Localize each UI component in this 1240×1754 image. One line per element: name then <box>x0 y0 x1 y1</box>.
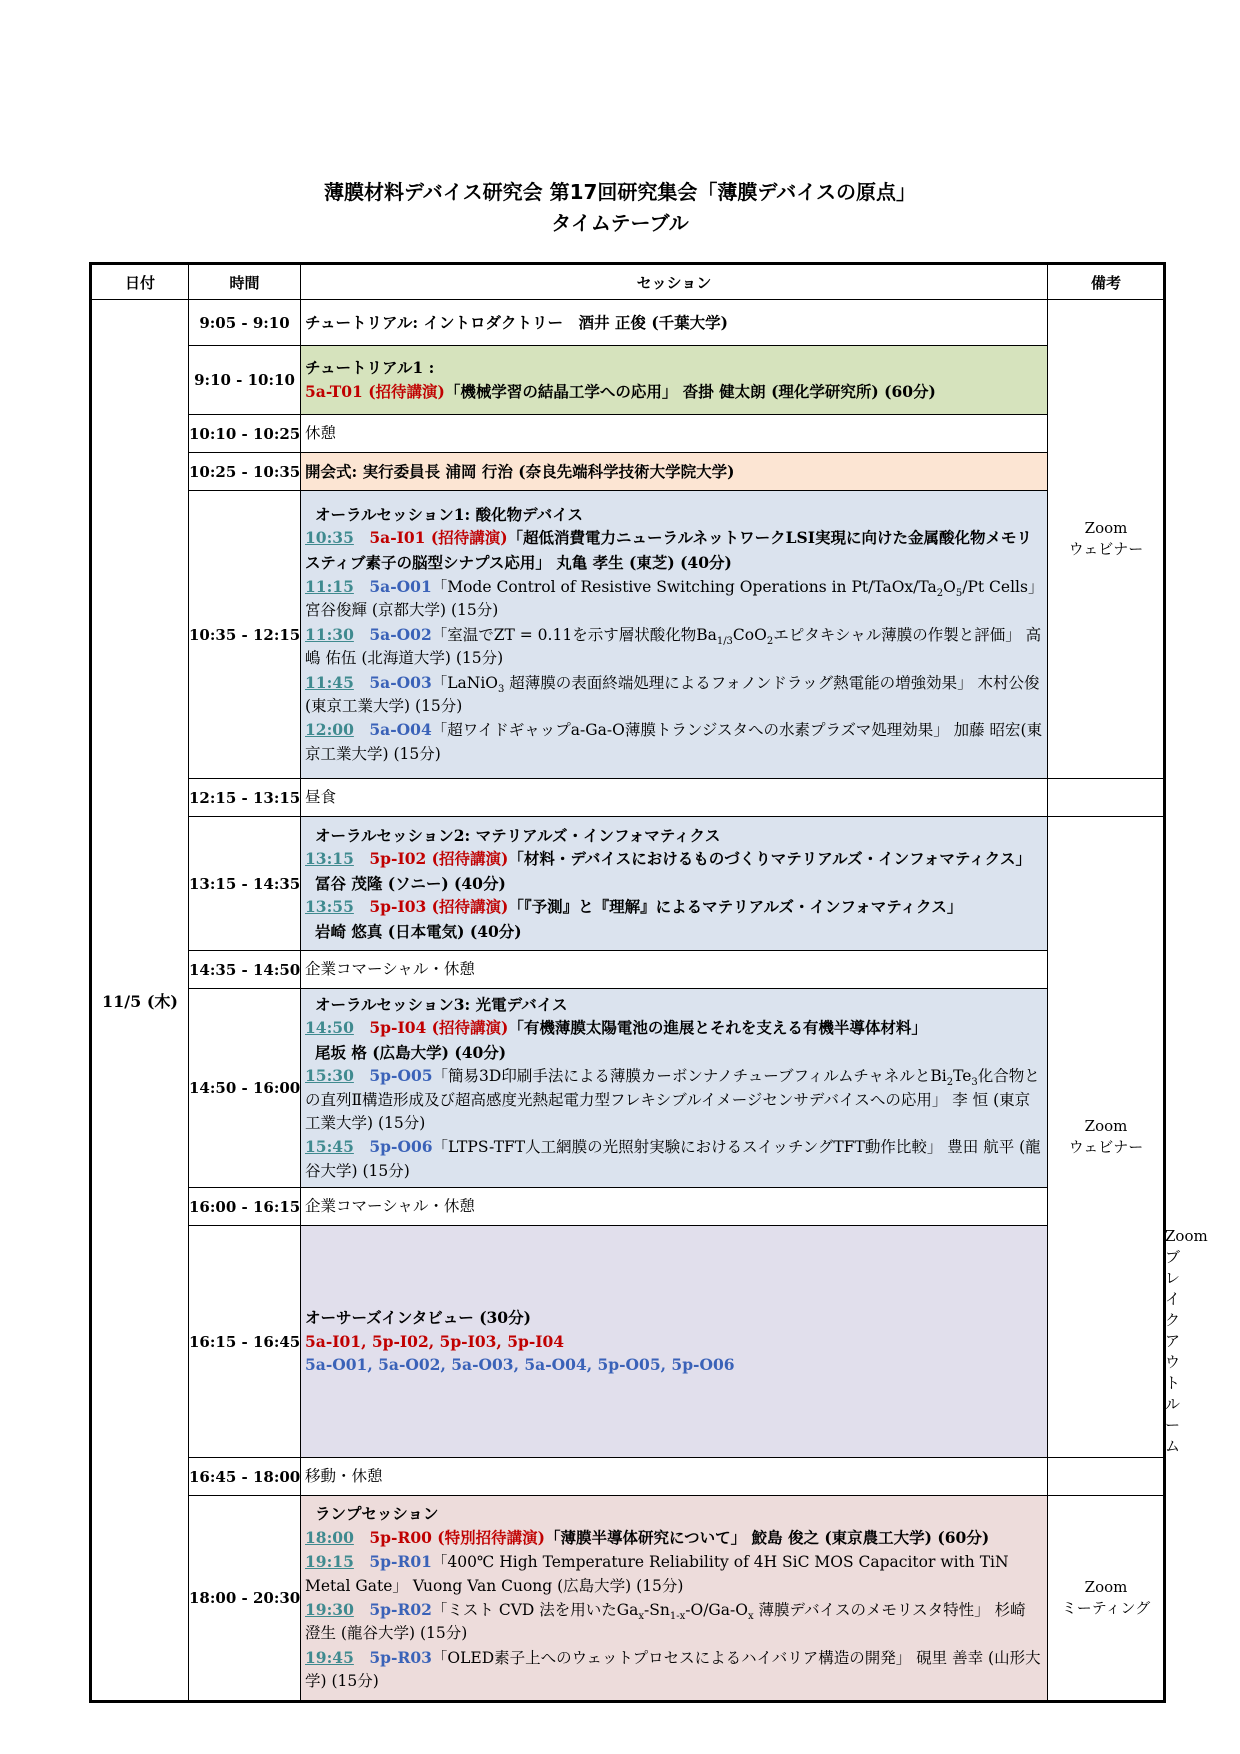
session-cell: ランプセッション 18:00 5p-R00 (特別招待講演)「薄膜半導体研究について」 鮫島 俊之 (東京農工大学) (60分) 19:15 5p-R01「400℃ High Temperature Reliability of 4H SiC MOS Capacitor with TiN Metal Gate」 Vuong Van Cuong (広島大学) (15分) 19:30 5p-R02「ミスト CVD 法を用いた$Ga_x-Sn_{1-x}-O/Ga-O_x$ 薄膜デバイスのメモリスタ特性」 杉崎 澄生 (龍谷大学) (15分) 19:45 5p-R03「OLED素子上へのウェットプロセスによるハイバリア構造の開発」 硯里 善幸 (山形大学) (15分) <box>301 1496 1048 1702</box>
time-cell: 16:45 - 18:00 <box>189 1458 301 1496</box>
session-cell: オーサーズインタビュー (30分) 5a-I01, 5p-I02, 5p-I03, 5p-I04 5a-O01, 5a-O02, 5a-O03, 5a-O04, 5p-O05, 5p-O06 <box>301 1226 1048 1458</box>
session-cell: 企業コマーシャル・休憩 <box>301 1188 1048 1226</box>
table-row <box>91 453 1165 491</box>
time-cell: 9:05 - 9:10 <box>189 300 301 346</box>
session-cell: チュートリアル: イントロダクトリー 酒井 正俊 (千葉大学) <box>301 300 1048 346</box>
table-row <box>91 1188 1165 1226</box>
table-row: 16:15 - 16:45 オーサーズインタビュー (30分) 5a-I01, 5p-I02, 5p-I03, 5p-I04 5a-O01, 5a-O02, 5a-O03, 5a-O04, 5p-O05, 5p-O06 Zoom ブレイクアウト ルーム <box>91 1226 1165 1458</box>
table-row <box>91 951 1165 989</box>
session-cell: 休憩 <box>301 415 1048 453</box>
session-cell: 移動・休憩 <box>301 1458 1048 1496</box>
page-title: 薄膜材料デバイス研究会 第17回研究集会「薄膜デバイスの原点」 <box>324 180 916 204</box>
time-cell: 14:50 - 16:00 <box>189 989 301 1188</box>
session-cell: 企業コマーシャル・休憩 <box>301 951 1048 989</box>
session-cell: 開会式: 実行委員長 浦岡 行治 (奈良先端科学技術大学院大学) <box>301 453 1048 491</box>
header-note: 備考 <box>1048 264 1165 300</box>
time-cell: 16:00 - 16:15 <box>189 1188 301 1226</box>
time-cell: 9:10 - 10:10 <box>189 346 301 415</box>
table-row <box>91 415 1165 453</box>
time-cell: 13:15 - 14:35 <box>189 817 301 951</box>
timetable <box>89 262 1208 1703</box>
note-empty <box>1048 1458 1165 1496</box>
time-cell: 14:35 - 14:50 <box>189 951 301 989</box>
table-row <box>91 1496 1165 1702</box>
time-cell: 16:15 - 16:45 <box>189 1226 301 1458</box>
session-cell: チュートリアル1 : 5a-T01 (招待講演)「機械学習の結晶工学への応用」 沓掛 健太朗 (理化学研究所) (60分) <box>301 346 1048 415</box>
table-row <box>91 779 1165 817</box>
page-subtitle: タイムテーブル <box>551 211 689 235</box>
header-date: 日付 <box>91 264 189 300</box>
table-row <box>91 346 1165 415</box>
session-cell: オーラルセッション3: 光電デバイス 14:50 5p-I04 (招待講演)「有機薄膜太陽電池の進展とそれを支える有機半導体材料」 尾坂 格 (広島大学) (40分) 15:30 5p-O05「簡易3D印刷手法による薄膜カーボンナノチューブフィルムチャネルと$Bi_2Te_3$化合物との直列Ⅱ構造形成及び超高感度光熱起電力型フレキシブルイメージセンサデバイスへの応用」 李 恒 (東京工業大学) (15分) 15:45 5p-O06「LTPS-TFT人工網膜の光照射実験におけるスイッチングTFT動作比較」 豊田 航平 (龍谷大学) (15分) <box>301 989 1048 1188</box>
time-cell: 10:10 - 10:25 <box>189 415 301 453</box>
note-zoom-webinar-2: Zoom ウェビナー <box>1048 817 1165 1458</box>
table-row <box>91 300 1165 346</box>
time-cell: 18:00 - 20:30 <box>189 1496 301 1702</box>
table-row <box>91 989 1165 1188</box>
table-row <box>91 491 1165 779</box>
note-empty <box>1048 779 1165 817</box>
header-session: セッション <box>301 264 1048 300</box>
header-row <box>91 264 1165 300</box>
note-zoom-webinar-1: Zoom ウェビナー <box>1048 300 1165 779</box>
table-row <box>91 1458 1165 1496</box>
session-cell: オーラルセッション1: 酸化物デバイス 10:35 5a-I01 (招待講演)「超低消費電力ニューラルネットワークLSI実現に向けた金属酸化物メモリスティブ素子の脳型シナプス応用」 丸亀 孝生 (東芝) (40分) 11:15 5a-O01「Mode Control of Resistive Switching Operations in $Pt/TaOx/Ta_2O_5/Pt$ Cells」 宮谷俊輝 (京都大学) (15分) 11:30 5a-O02「室温でZT = 0.11を示す層状酸化物$Ba_{1/3}CoO_2$エピタキシャル薄膜の作製と評価」 高嶋 佑伍 (北海道大学) (15分) 11:45 5a-O03「LaNiO$_3$ 超薄膜の表面終端処理によるフォノンドラッグ熱電能の増強効果」 木村公俊 (東京工業大学) (15分) 12:00 5a-O04「超ワイドギャップa-Ga-O薄膜トランジスタへの水素プラズマ処理効果」 加藤 昭宏(東京工業大学) (15分) <box>301 491 1048 779</box>
time-cell: 12:15 - 13:15 <box>189 779 301 817</box>
header-time: 時間 <box>189 264 301 300</box>
session-cell: 昼食 <box>301 779 1048 817</box>
time-cell: 10:35 - 12:15 <box>189 491 301 779</box>
date-cell: 11/5 (木) <box>91 300 189 1702</box>
session-cell: オーラルセッション2: マテリアルズ・インフォマティクス 13:15 5p-I02 (招待講演)「材料・デバイスにおけるものづくりマテリアルズ・インフォマティクス」 冨谷 茂隆 (ソニー) (40分) 13:55 5p-I03 (招待講演)「『予測』と『理解』によるマテリアルズ・インフォマティクス」 岩崎 悠真 (日本電気) (40分) <box>301 817 1048 951</box>
note-zoom-meeting: Zoom ミーティング <box>1048 1496 1165 1702</box>
table-row <box>91 817 1165 951</box>
time-cell: 10:25 - 10:35 <box>189 453 301 491</box>
